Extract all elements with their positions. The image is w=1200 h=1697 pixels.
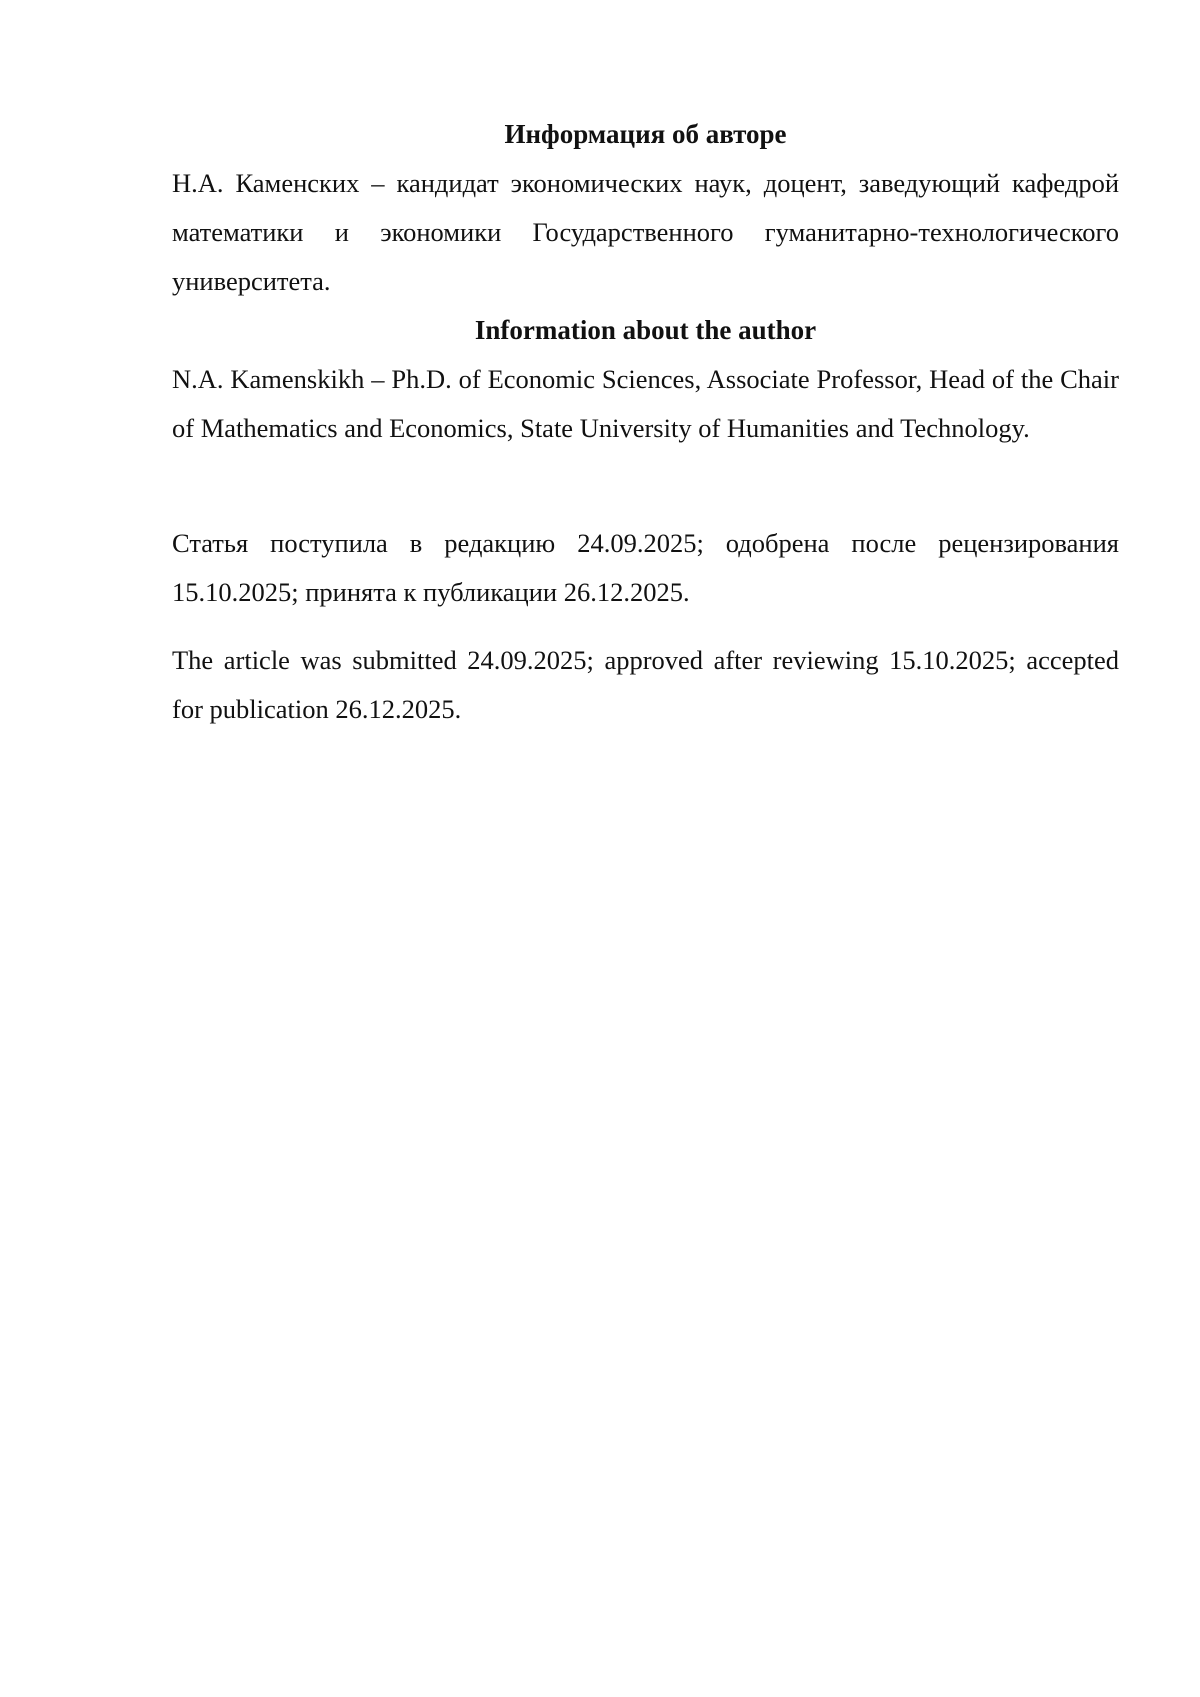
author-info-text-en: N.A. Kamenskikh – Ph.D. of Economic Sciences, Associate Professor, Head of the Chair of Mathematics and Economics, State University of Humanities and Technology. (172, 364, 1119, 443)
article-dates-en: The article was submitted 24.09.2025; approved after reviewing 15.10.2025; accepted for publication 26.12.2025. (172, 645, 1119, 724)
author-info-heading-ru: Информация об авторе (504, 119, 787, 149)
paragraph-spacer (172, 617, 1119, 636)
section-spacer (172, 453, 1119, 519)
author-info-text-ru: Н.А. Каменских – кандидат экономических наук, доцент, заведующий кафедрой математики и экономики Государственного гуманитарно-технологического университета. (172, 168, 1119, 296)
author-info-heading-en: Information about the author (474, 315, 817, 345)
page-content (172, 110, 1119, 734)
article-dates-ru: Статья поступила в редакцию 24.09.2025; одобрена после рецензирования 15.10.2025; принята к публикации 26.12.2025. (172, 528, 1119, 607)
